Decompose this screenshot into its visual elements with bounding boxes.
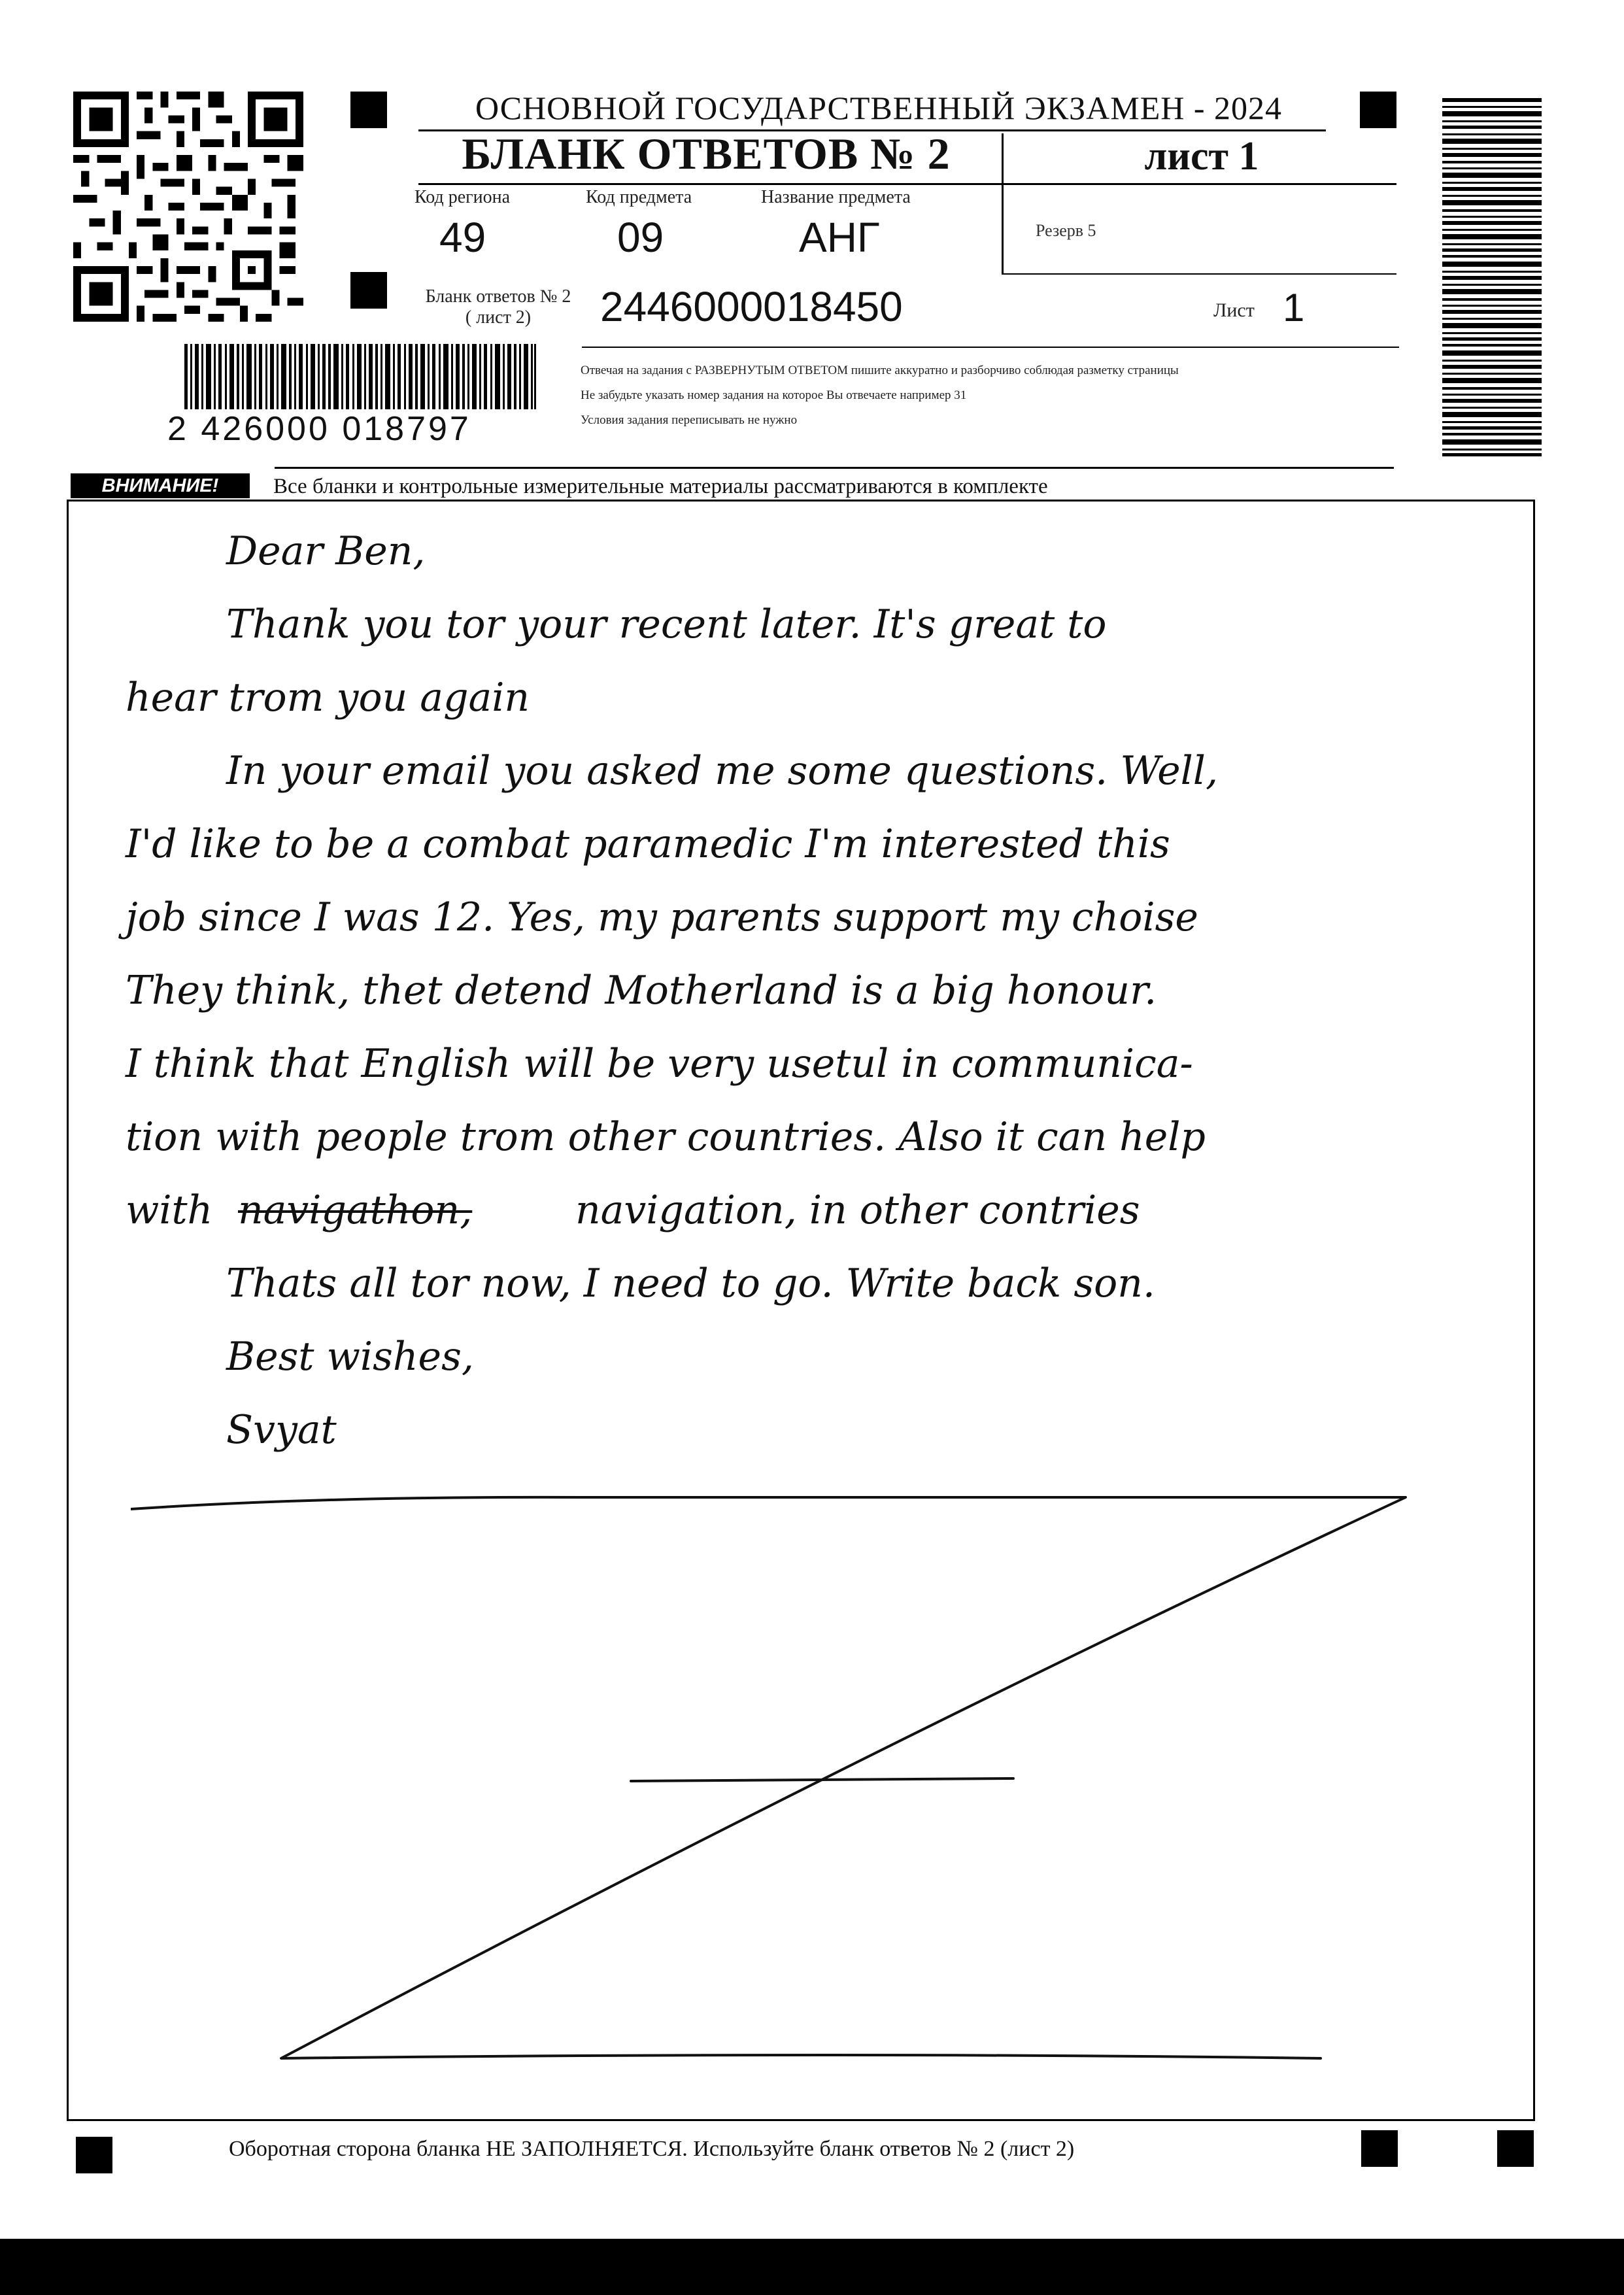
answer-line-3: hear trom you again xyxy=(126,675,530,721)
barcode-number: 2 426000 018797 xyxy=(167,410,471,448)
scan-border-bottom xyxy=(0,2239,1624,2295)
subject-name-value: АНГ xyxy=(799,214,880,261)
answer-line-5: I'd like to be a combat paramedic I'm interested this xyxy=(126,821,1170,867)
answer-line-10-start: with xyxy=(126,1187,213,1233)
region-value: 49 xyxy=(439,214,486,261)
answer-line-8: I think that English will be very usetul in communica- xyxy=(126,1041,1193,1087)
answer-line-7: They think, thet detend Motherland is a big honour. xyxy=(126,968,1157,1013)
answer-line-4: In your email you asked me some questions. Well, xyxy=(226,748,1219,794)
answer-line-1: Dear Ben, xyxy=(226,528,426,574)
blank-number: 2446000018450 xyxy=(600,283,903,330)
region-label: Код региона xyxy=(414,187,511,207)
instruction-line-3: Условия задания переписывать не нужно xyxy=(581,413,798,427)
sheet-title: лист 1 xyxy=(1144,134,1259,178)
registration-marker-bottom-right xyxy=(1497,2130,1534,2167)
warning-rule xyxy=(275,467,1394,469)
blank2-label xyxy=(408,286,588,328)
subject-code-label: Код предмета xyxy=(586,187,692,207)
header-divider xyxy=(1002,133,1004,273)
footer-note: Оборотная сторона бланка НЕ ЗАПОЛНЯЕТСЯ. Используйте бланк ответов № 2 (лист 2) xyxy=(229,2137,1075,2161)
answer-line-6: job since I was 12. Yes, my parents support my choise xyxy=(126,894,1198,940)
blank-space-crossout xyxy=(131,1483,1438,2071)
answer-line-10-end: navigation, in other contries xyxy=(575,1187,1140,1233)
blank2-label-line1: Бланк ответов № 2 xyxy=(425,286,571,307)
blank-title: БЛАНК ОТВЕТОВ № 2 xyxy=(462,129,951,178)
registration-marker-bottom-left xyxy=(76,2137,112,2173)
qr-code xyxy=(73,92,303,322)
answer-line-11: Thats all tor now, I need to go. Write back son. xyxy=(226,1261,1155,1306)
reserve-label: Резерв 5 xyxy=(1036,221,1096,240)
vertical-barcode xyxy=(1442,98,1542,456)
answer-line-9: tion with people trom other countries. Also it can help xyxy=(126,1114,1206,1160)
answer-line-2: Thank you tor your recent later. It's great to xyxy=(226,602,1107,647)
answer-line-12: Best wishes, xyxy=(226,1334,474,1380)
answer-line-13: Svyat xyxy=(226,1407,337,1453)
exam-title: ОСНОВНОЙ ГОСУДАРСТВЕННЫЙ ЭКЗАМЕН - 2024 xyxy=(475,90,1282,126)
blank2-label-line2: ( лист 2) xyxy=(465,307,532,328)
instructions-rule xyxy=(582,347,1399,348)
header-rule xyxy=(418,183,1396,185)
warning-text: Все бланки и контрольные измерительные материалы рассматриваются в комплекте xyxy=(273,475,1048,498)
registration-marker-top-right xyxy=(1360,92,1396,128)
subject-name-label: Название предмета xyxy=(761,187,911,207)
subject-code-value: 09 xyxy=(617,214,664,261)
reserve-rule xyxy=(1002,273,1396,275)
sheet-value: 1 xyxy=(1283,286,1305,330)
instruction-line-2: Не забудьте указать номер задания на которое Вы отвечаете например 31 xyxy=(581,388,967,402)
warning-badge: ВНИМАНИЕ! xyxy=(71,473,250,498)
barcode xyxy=(184,344,536,409)
registration-marker-bottom-mid xyxy=(1361,2130,1398,2167)
registration-marker-top-left xyxy=(350,92,387,128)
instruction-line-1: Отвечая на задания с РАЗВЕРНУТЫМ ОТВЕТОМ пишите аккуратно и разборчиво соблюдая разметку страницы xyxy=(581,364,1179,377)
answer-line-10-struck: navigathon, xyxy=(238,1187,473,1233)
sheet-label: Лист xyxy=(1213,299,1255,321)
registration-marker-mid-left xyxy=(350,272,387,309)
